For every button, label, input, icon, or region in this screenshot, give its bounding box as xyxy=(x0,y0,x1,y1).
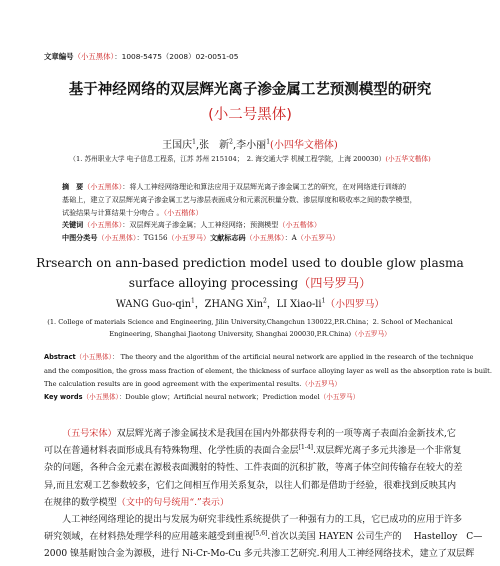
abstract-cn-text-3: 试验结果与计算结果十分吻合 。 xyxy=(62,207,164,217)
body-p2-text-2b: .首次以美国 HAYEN 公司生产的 Hastelloy C— xyxy=(267,532,483,543)
abstract-cn-end-note: （小五楷体） xyxy=(163,207,203,217)
keywords-en-text: ：Double glow；Artificial neural network；Prediction model xyxy=(118,393,320,401)
body-p2-line-2 xyxy=(44,529,483,546)
affiliation-cn xyxy=(0,153,500,163)
abstract-cn-note: （小五黑体） xyxy=(83,182,123,191)
author-en-3-sup: 1 xyxy=(321,297,326,305)
body-p2-ref: [5,6] xyxy=(253,530,268,538)
keywords-en-note: （小五黑体） xyxy=(82,393,119,401)
abstract-cn-label: 摘 要 xyxy=(62,182,84,191)
clc-label: 中图分类号 xyxy=(62,233,98,242)
abstract-cn-line-2: 基础上，建立了双层辉光离子渗金属工艺与渗层表面成分和元素沉积量分数、渗层厚度和吸收率之间的数学模型， xyxy=(62,194,417,204)
keywords-cn xyxy=(62,220,321,230)
abstract-en-line-1 xyxy=(44,351,492,365)
author-en-3: ，LI Xiao-li xyxy=(266,299,322,310)
affiliation-cn-text: （1. 苏州职业大学 电子信息工程系，江苏 苏州 215104； 2. 海交通大学 机械工程学院，上海 200030） xyxy=(69,155,386,163)
authors-en xyxy=(0,296,500,310)
title-en-text-2: surface alloying processing xyxy=(128,276,299,290)
keywords-en xyxy=(44,391,359,401)
abstract-en-note: （小五黑体） xyxy=(75,353,112,361)
author-en-2-sup: 2 xyxy=(263,297,267,305)
clc-value-note: （小五罗马） xyxy=(167,233,211,242)
abstract-en-text-1: ： The theory and the algorithm of the artificial neural network are applied in the research of the technique xyxy=(111,353,474,361)
title-cn: 基于神经网络的双层辉光离子渗金属工艺预测模型的研究 xyxy=(68,82,432,98)
body-p1-line-4: 异,而且宏观工艺参数较多，它们之间相互作用关系复杂，以往人们都是借助于经验，很难找到反映其内 xyxy=(44,480,457,491)
doc-code-label-note: （小五黑体） xyxy=(245,233,285,242)
title-en-line-1: Rrsearch on ann-based prediction model used to double glow plasma xyxy=(36,256,464,270)
body-p1-text-2: 可以在普通材料表面形成具有特殊物理、化学性质的表面合金层 xyxy=(44,446,299,457)
abstract-en-label: Abstract xyxy=(44,353,76,361)
authors-cn-note: (小四华文楷体) xyxy=(270,140,338,151)
affiliation-cn-note: (小五华文楷体) xyxy=(385,155,431,163)
keywords-cn-text: ：双层辉光离子渗金属；人工神经网络；预测模型 xyxy=(122,220,279,229)
article-number xyxy=(44,51,238,62)
body-p2-text-2: 研究领域，在材料热处理学科的应用越来越受到重视 xyxy=(44,532,254,543)
body-p1-end-note: （文中的句号统用“.”表示） xyxy=(116,497,229,508)
author-en-1: WANG Guo-qin xyxy=(115,299,192,310)
author-en-1-sup: 1 xyxy=(191,297,195,305)
body-p1-ref: [1-4] xyxy=(298,444,313,452)
title-en-note: （四号罗马） xyxy=(298,276,372,290)
keywords-en-end-note: （小五罗马） xyxy=(319,393,360,401)
body-paragraph-2 xyxy=(44,512,483,564)
keywords-cn-label: 关键词 xyxy=(62,220,84,229)
abstract-cn-line-3 xyxy=(62,207,417,220)
abstract-en-end-note: （小五罗马） xyxy=(301,380,341,388)
keywords-en-label: Key words xyxy=(44,393,83,401)
body-p1-line-1 xyxy=(44,426,456,443)
affiliation-en-text-2: Engineering, Shanghai Jiaotong University, Shanghai 200030,P.R.China) xyxy=(109,330,352,338)
author-cn-2-sup: 2 xyxy=(229,138,233,146)
clc-label-note: （小五黑体） xyxy=(97,233,137,242)
body-p2-line-1: 人工神经网络理论的提出与发展为研究非线性系统提供了一种强有力的工具，它已成功的应用于许多 xyxy=(62,515,463,525)
author-cn-2: ,张 新 xyxy=(195,140,230,151)
body-p2-line-3: 2000 镍基耐蚀合金为源极，进行 Ni-Cr-Mo-Cu 多元共渗工艺研究.利用人工神经网络技术，建立了双层辉 xyxy=(44,549,475,560)
abstract-en-line-3 xyxy=(44,378,492,392)
abstract-en-line-2: and the composition, the gross mass fraction of element, the thickness of surface alloying layer as well as the absorption rate is built. xyxy=(44,366,492,375)
body-p1-text-5: 在规律的数学模型 xyxy=(44,497,117,508)
article-number-value: ：1008-5475（2008）02-0051-05 xyxy=(114,52,239,61)
body-p1-line-3: 杂的问题，各种合金元素在源极表面溅射的特性、工件表面的沉积扩散，等离子体空间传输存在较大的差 xyxy=(44,463,463,474)
author-cn-1: 王国庆 xyxy=(162,140,193,151)
affiliation-en-note: （小五罗马） xyxy=(351,330,391,338)
author-cn-3: ,李小丽 xyxy=(233,140,267,151)
doc-code-value-note: （小五罗马） xyxy=(296,233,340,242)
article-number-note: （小五黑体） xyxy=(73,52,115,61)
body-p1-line-2 xyxy=(44,443,462,460)
doc-code-label: 文献标志码 xyxy=(210,233,246,242)
abstract-cn xyxy=(62,181,417,220)
keywords-cn-note: （小五黑体） xyxy=(83,220,123,229)
doc-code-value: ：A xyxy=(284,233,297,242)
affiliation-en-line-2 xyxy=(0,328,500,338)
title-en-line-2 xyxy=(0,274,500,291)
abstract-en-text-3: The calculation results are in good agreement with the experimental results. xyxy=(44,380,302,388)
abstract-en xyxy=(44,351,492,392)
authors-en-note: （小四罗马） xyxy=(325,299,385,310)
keywords-cn-end-note: （小五楷体） xyxy=(278,220,321,229)
affiliation-en-line-1: (1. College of materials Science and Engineering, Jilin University,Changchun 130022,P.R.China；2. School of Mechanical xyxy=(47,318,453,326)
article-number-label: 文章编号 xyxy=(44,52,74,61)
author-cn-1-sup: 1 xyxy=(192,138,196,146)
abstract-cn-line-1 xyxy=(62,181,417,194)
clc-value: ：TG156 xyxy=(136,233,168,242)
author-cn-3-sup: 1 xyxy=(266,138,271,146)
abstract-cn-text-1: ：将人工神经网络理论和算法应用于双层辉光离子渗金属工艺的研究，在对网络进行训练的 xyxy=(122,182,407,191)
body-p1-text-2b: .双层辉光离子多元共渗是一个非常复 xyxy=(312,446,462,457)
authors-cn xyxy=(0,136,500,151)
author-en-2: ，ZHANG Xin xyxy=(194,299,264,310)
title-cn-note: (小二号黑体) xyxy=(208,107,292,123)
body-p1-line-5 xyxy=(44,495,456,512)
body-p1-note: （五号宋体） xyxy=(62,429,117,439)
clc-number xyxy=(62,233,339,243)
body-p1-text-1: 双层辉光离子渗金属技术是我国在国内外都获得专利的一项等离子表面冶金新技术,它 xyxy=(116,429,456,439)
body-paragraph-1 xyxy=(44,426,463,512)
